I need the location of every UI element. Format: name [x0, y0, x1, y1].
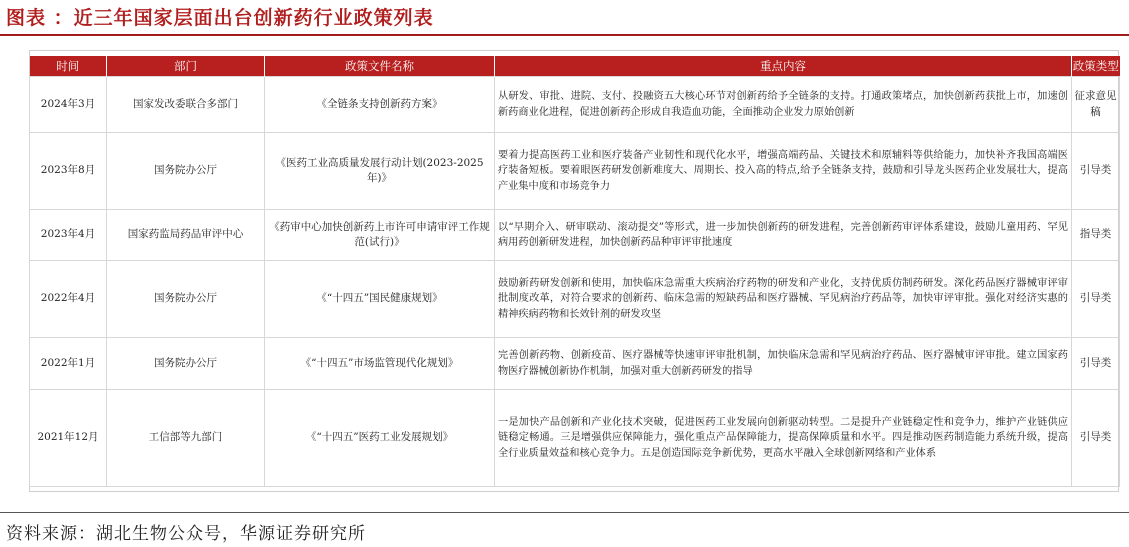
header-key-content: 重点内容	[495, 56, 1072, 77]
cell-policy-name: 《“十四五”市场监管现代化规划》	[265, 338, 495, 390]
cell-time: 2023年4月	[30, 210, 107, 261]
table-row	[30, 133, 1120, 210]
cell-time: 2024年3月	[30, 77, 107, 133]
cell-policy-name: 《药审中心加快创新药上市许可申请审评工作规范(试行)》	[265, 210, 495, 261]
cell-policy-name: 《“十四五”国民健康规划》	[265, 261, 495, 338]
cell-policy-name: 《“十四五”医药工业发展规划》	[265, 390, 495, 487]
cell-key-content: 一是加快产品创新和产业化技术突破，促进医药工业发展向创新驱动转型。二是提升产业链稳定性和竞争力，维护产业链供应链稳定畅通。三是增强供应保障能力，强化重点产品保障能力，提高保障质量和水平。四是推动医药制造能力系统升级，提高全行业质量效益和核心竞争力。五是创造国际竞争新优势，更高水平融入全球创新网络和产业体系	[495, 390, 1072, 487]
cell-key-content: 鼓励新药研发创新和使用，加快临床急需重大疾病治疗药物的研发和产业化，支持优质仿制药研发。深化药品医疗器械审评审批制度改革，对符合要求的创新药、临床急需的短缺药品和医疗器械、罕见病治疗药品等，加快审评审批。强化对经济实惠的精神疾病药物和长效针剂的研发攻坚	[495, 261, 1072, 338]
cell-policy-name: 《医药工业高质量发展行动计划(2023-2025年)》	[265, 133, 495, 210]
table-header-row	[30, 56, 1120, 77]
source-note: 资料来源：湖北生物公众号，华源证券研究所	[6, 524, 366, 544]
header-policy-name: 政策文件名称	[265, 56, 495, 77]
cell-time: 2022年1月	[30, 338, 107, 390]
cell-key-content: 完善创新药物、创新疫苗、医疗器械等快速审评审批机制，加快临床急需和罕见病治疗药品、医疗器械审评审批。建立国家药物医疗器械创新协作机制，加强对重大创新药研发的指导	[495, 338, 1072, 390]
cell-key-content: 要着力提高医药工业和医疗装备产业韧性和现代化水平，增强高端药品、关键技术和原辅料等供给能力，加快补齐我国高端医疗装备短板。要着眼医药研发创新难度大、周期长、投入高的特点,给予全链条支持，鼓励和引导龙头医药企业发展壮大，提高产业集中度和市场竞争力	[495, 133, 1072, 210]
cell-key-content: 以“早期介入、研审联动、滚动提交”等形式，进一步加快创新药的研发进程，完善创新药审评体系建设，鼓励儿童用药、罕见病用药创新研发进程，加快创新药品种审评审批速度	[495, 210, 1072, 261]
cell-policy-type: 征求意见稿	[1072, 77, 1120, 133]
table-row	[30, 338, 1120, 390]
cell-policy-type: 指导类	[1072, 210, 1120, 261]
header-department: 部门	[107, 56, 265, 77]
table-row	[30, 210, 1120, 261]
header-policy-type: 政策类型	[1072, 56, 1120, 77]
cell-department: 国务院办公厅	[107, 261, 265, 338]
cell-department: 国务院办公厅	[107, 338, 265, 390]
policy-table	[29, 56, 1120, 487]
cell-policy-name: 《全链条支持创新药方案》	[265, 77, 495, 133]
table-row	[30, 390, 1120, 487]
cell-policy-type: 引导类	[1072, 390, 1120, 487]
footer-divider	[0, 512, 1129, 513]
cell-department: 国家发改委联合多部门	[107, 77, 265, 133]
cell-time: 2023年8月	[30, 133, 107, 210]
cell-time: 2022年4月	[30, 261, 107, 338]
page-title: 图表 ：近三年国家层面出台创新药行业政策列表	[6, 7, 434, 29]
table-row	[30, 261, 1120, 338]
cell-department: 国务院办公厅	[107, 133, 265, 210]
cell-time: 2021年12月	[30, 390, 107, 487]
cell-key-content: 从研发、审批、进院、支付、投融资五大核心环节对创新药给予全链条的支持。打通政策堵点，加快创新药获批上市，加速创新药商业化进程，促进创新药企形成自我造血功能，全面推动企业发力原始创新	[495, 77, 1072, 133]
title-bar	[0, 0, 1129, 36]
header-time: 时间	[30, 56, 107, 77]
cell-department: 国家药监局药品审评中心	[107, 210, 265, 261]
cell-policy-type: 引导类	[1072, 338, 1120, 390]
cell-policy-type: 引导类	[1072, 133, 1120, 210]
cell-department: 工信部等九部门	[107, 390, 265, 487]
cell-policy-type: 引导类	[1072, 261, 1120, 338]
table-row	[30, 77, 1120, 133]
